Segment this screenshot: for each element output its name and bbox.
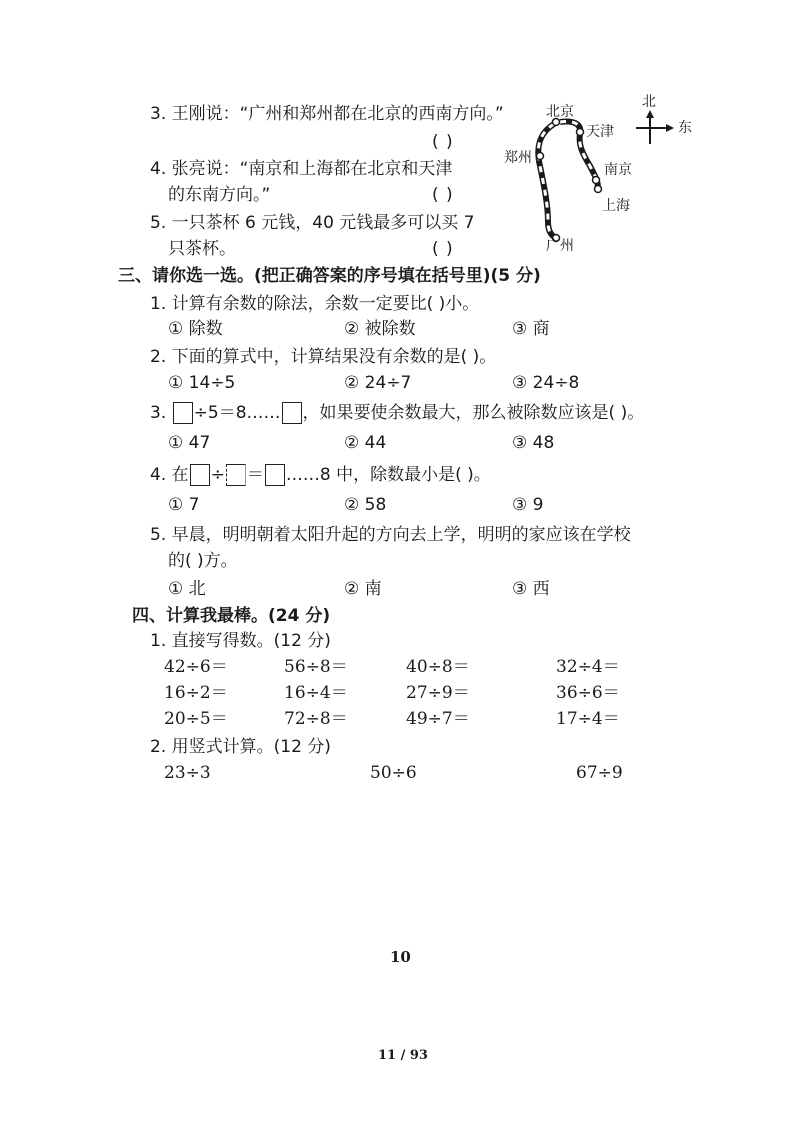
choice-q3-stem <box>150 402 644 424</box>
remainder-blank-box[interactable] <box>282 402 302 424</box>
choice-q5-line1: 5. 早晨，明明朝着太阳升起的方向去上学，明明的家应该在学校 <box>150 525 631 545</box>
railway-lines-figure <box>498 94 708 264</box>
dividend-blank-box[interactable] <box>173 402 193 424</box>
choice-q2-option3[interactable]: ③ 24÷8 <box>512 373 580 393</box>
judge-question-5-line1: 5. 一只茶杯 6 元钱，40 元钱最多可以买 7 <box>150 213 475 233</box>
shanghai-station-dot <box>595 186 602 193</box>
choice-q4-option1[interactable]: ① 7 <box>168 495 200 515</box>
choice-q2-option2[interactable]: ② 24÷7 <box>344 373 412 393</box>
choice-q5-option3[interactable]: ③ 西 <box>512 579 550 599</box>
choice-q3-option2[interactable]: ② 44 <box>344 433 387 453</box>
section4-sub1-title: 1. 直接写得数。(12 分) <box>150 631 331 651</box>
calc-r2-c2: 16÷4＝ <box>284 683 348 703</box>
calc-r2-c4: 36÷6＝ <box>556 683 620 703</box>
calc-r3-c2: 72÷8＝ <box>284 709 348 729</box>
compass-north-label: 北 <box>642 94 656 110</box>
q4-equals-sign: ＝ <box>246 465 264 485</box>
map-label-guangzhou: 广州 <box>546 238 574 254</box>
calc-r3-c3: 49÷7＝ <box>406 709 470 729</box>
tianjin-station-dot <box>577 129 584 136</box>
q4-dividend-box[interactable] <box>190 464 210 486</box>
choice-q5-option2[interactable]: ② 南 <box>344 579 382 599</box>
choice-q3-option1[interactable]: ① 47 <box>168 433 211 453</box>
q4-quotient-box[interactable] <box>265 464 285 486</box>
railway-map <box>498 94 708 264</box>
calc-r3-c4: 17÷4＝ <box>556 709 620 729</box>
nanjing-station-dot <box>593 177 600 184</box>
judge-question-5-line2: 只茶杯。 <box>168 239 236 259</box>
choice-q5-option1[interactable]: ① 北 <box>168 579 206 599</box>
calc-r1-c1: 42÷6＝ <box>164 657 228 677</box>
choice-q3-number: 3. <box>150 403 167 423</box>
compass-east-arrow-icon <box>666 124 674 132</box>
compass-east-label: 东 <box>678 120 692 136</box>
choice-q1-option3[interactable]: ③ 商 <box>512 319 550 339</box>
choice-q3-option3[interactable]: ③ 48 <box>512 433 555 453</box>
map-label-zhengzhou: 郑州 <box>504 150 532 166</box>
pdf-page-counter: 11 / 93 <box>378 1048 428 1063</box>
map-label-nanjing: 南京 <box>604 162 632 178</box>
choice-q4-question: ……8 中，除数最小是( )。 <box>285 465 491 485</box>
judge-answer-paren-3[interactable]: ( ) <box>432 132 454 152</box>
printed-page-number: 10 <box>390 948 411 966</box>
calc-r1-c2: 56÷8＝ <box>284 657 348 677</box>
map-label-shanghai: 上海 <box>602 198 630 214</box>
choice-q1-option1[interactable]: ① 除数 <box>168 319 223 339</box>
judge-question-4-line1: 4. 张亮说：“南京和上海都在北京和天津 <box>150 159 453 179</box>
vertical-calc-3: 67÷9 <box>576 763 623 783</box>
judge-question-4-line2: 的东南方向。” <box>168 185 271 205</box>
judge-question-3: 3. 王刚说：“广州和郑州都在北京的西南方向。” <box>150 104 504 124</box>
choice-q4-stem <box>150 464 491 486</box>
choice-q1-option2[interactable]: ② 被除数 <box>344 319 416 339</box>
q4-divisor-box[interactable] <box>226 464 246 486</box>
calc-r1-c4: 32÷4＝ <box>556 657 620 677</box>
calc-r1-c3: 40÷8＝ <box>406 657 470 677</box>
section4-heading: 四、计算我最棒。(24 分) <box>132 606 331 626</box>
map-label-beijing: 北京 <box>546 104 574 120</box>
q4-divide-sign: ÷ <box>210 465 225 485</box>
choice-q2-stem: 2. 下面的算式中，计算结果没有余数的是( )。 <box>150 347 497 367</box>
beijing-guangzhou-rail <box>538 124 556 238</box>
calc-r2-c3: 27÷9＝ <box>406 683 470 703</box>
judge-answer-paren-4[interactable]: ( ) <box>432 185 454 205</box>
section4-sub2-title: 2. 用竖式计算。(12 分) <box>150 737 331 757</box>
calc-r2-c1: 16÷2＝ <box>164 683 228 703</box>
section3-heading: 三、请你选一选。(把正确答案的序号填在括号里)(5 分) <box>118 266 541 286</box>
choice-q4-option3[interactable]: ③ 9 <box>512 495 544 515</box>
judge-answer-paren-5[interactable]: ( ) <box>432 239 454 259</box>
calc-r3-c1: 20÷5＝ <box>164 709 228 729</box>
choice-q4-number: 4. 在 <box>150 465 189 485</box>
compass-north-arrow-icon <box>646 110 654 118</box>
choice-q4-option2[interactable]: ② 58 <box>344 495 387 515</box>
zhengzhou-station-dot <box>537 153 544 160</box>
choice-q1-stem: 1. 计算有余数的除法，余数一定要比( )小。 <box>150 294 480 314</box>
choice-q2-option1[interactable]: ① 14÷5 <box>168 373 236 393</box>
map-label-tianjin: 天津 <box>586 124 614 140</box>
vertical-calc-1: 23÷3 <box>164 763 211 783</box>
choice-q3-question: ，如果要使余数最大，那么被除数应该是( )。 <box>302 403 645 423</box>
choice-q5-line2: 的( )方。 <box>168 551 238 571</box>
choice-q3-equation: ÷5＝8…… <box>193 403 281 423</box>
vertical-calc-2: 50÷6 <box>370 763 417 783</box>
